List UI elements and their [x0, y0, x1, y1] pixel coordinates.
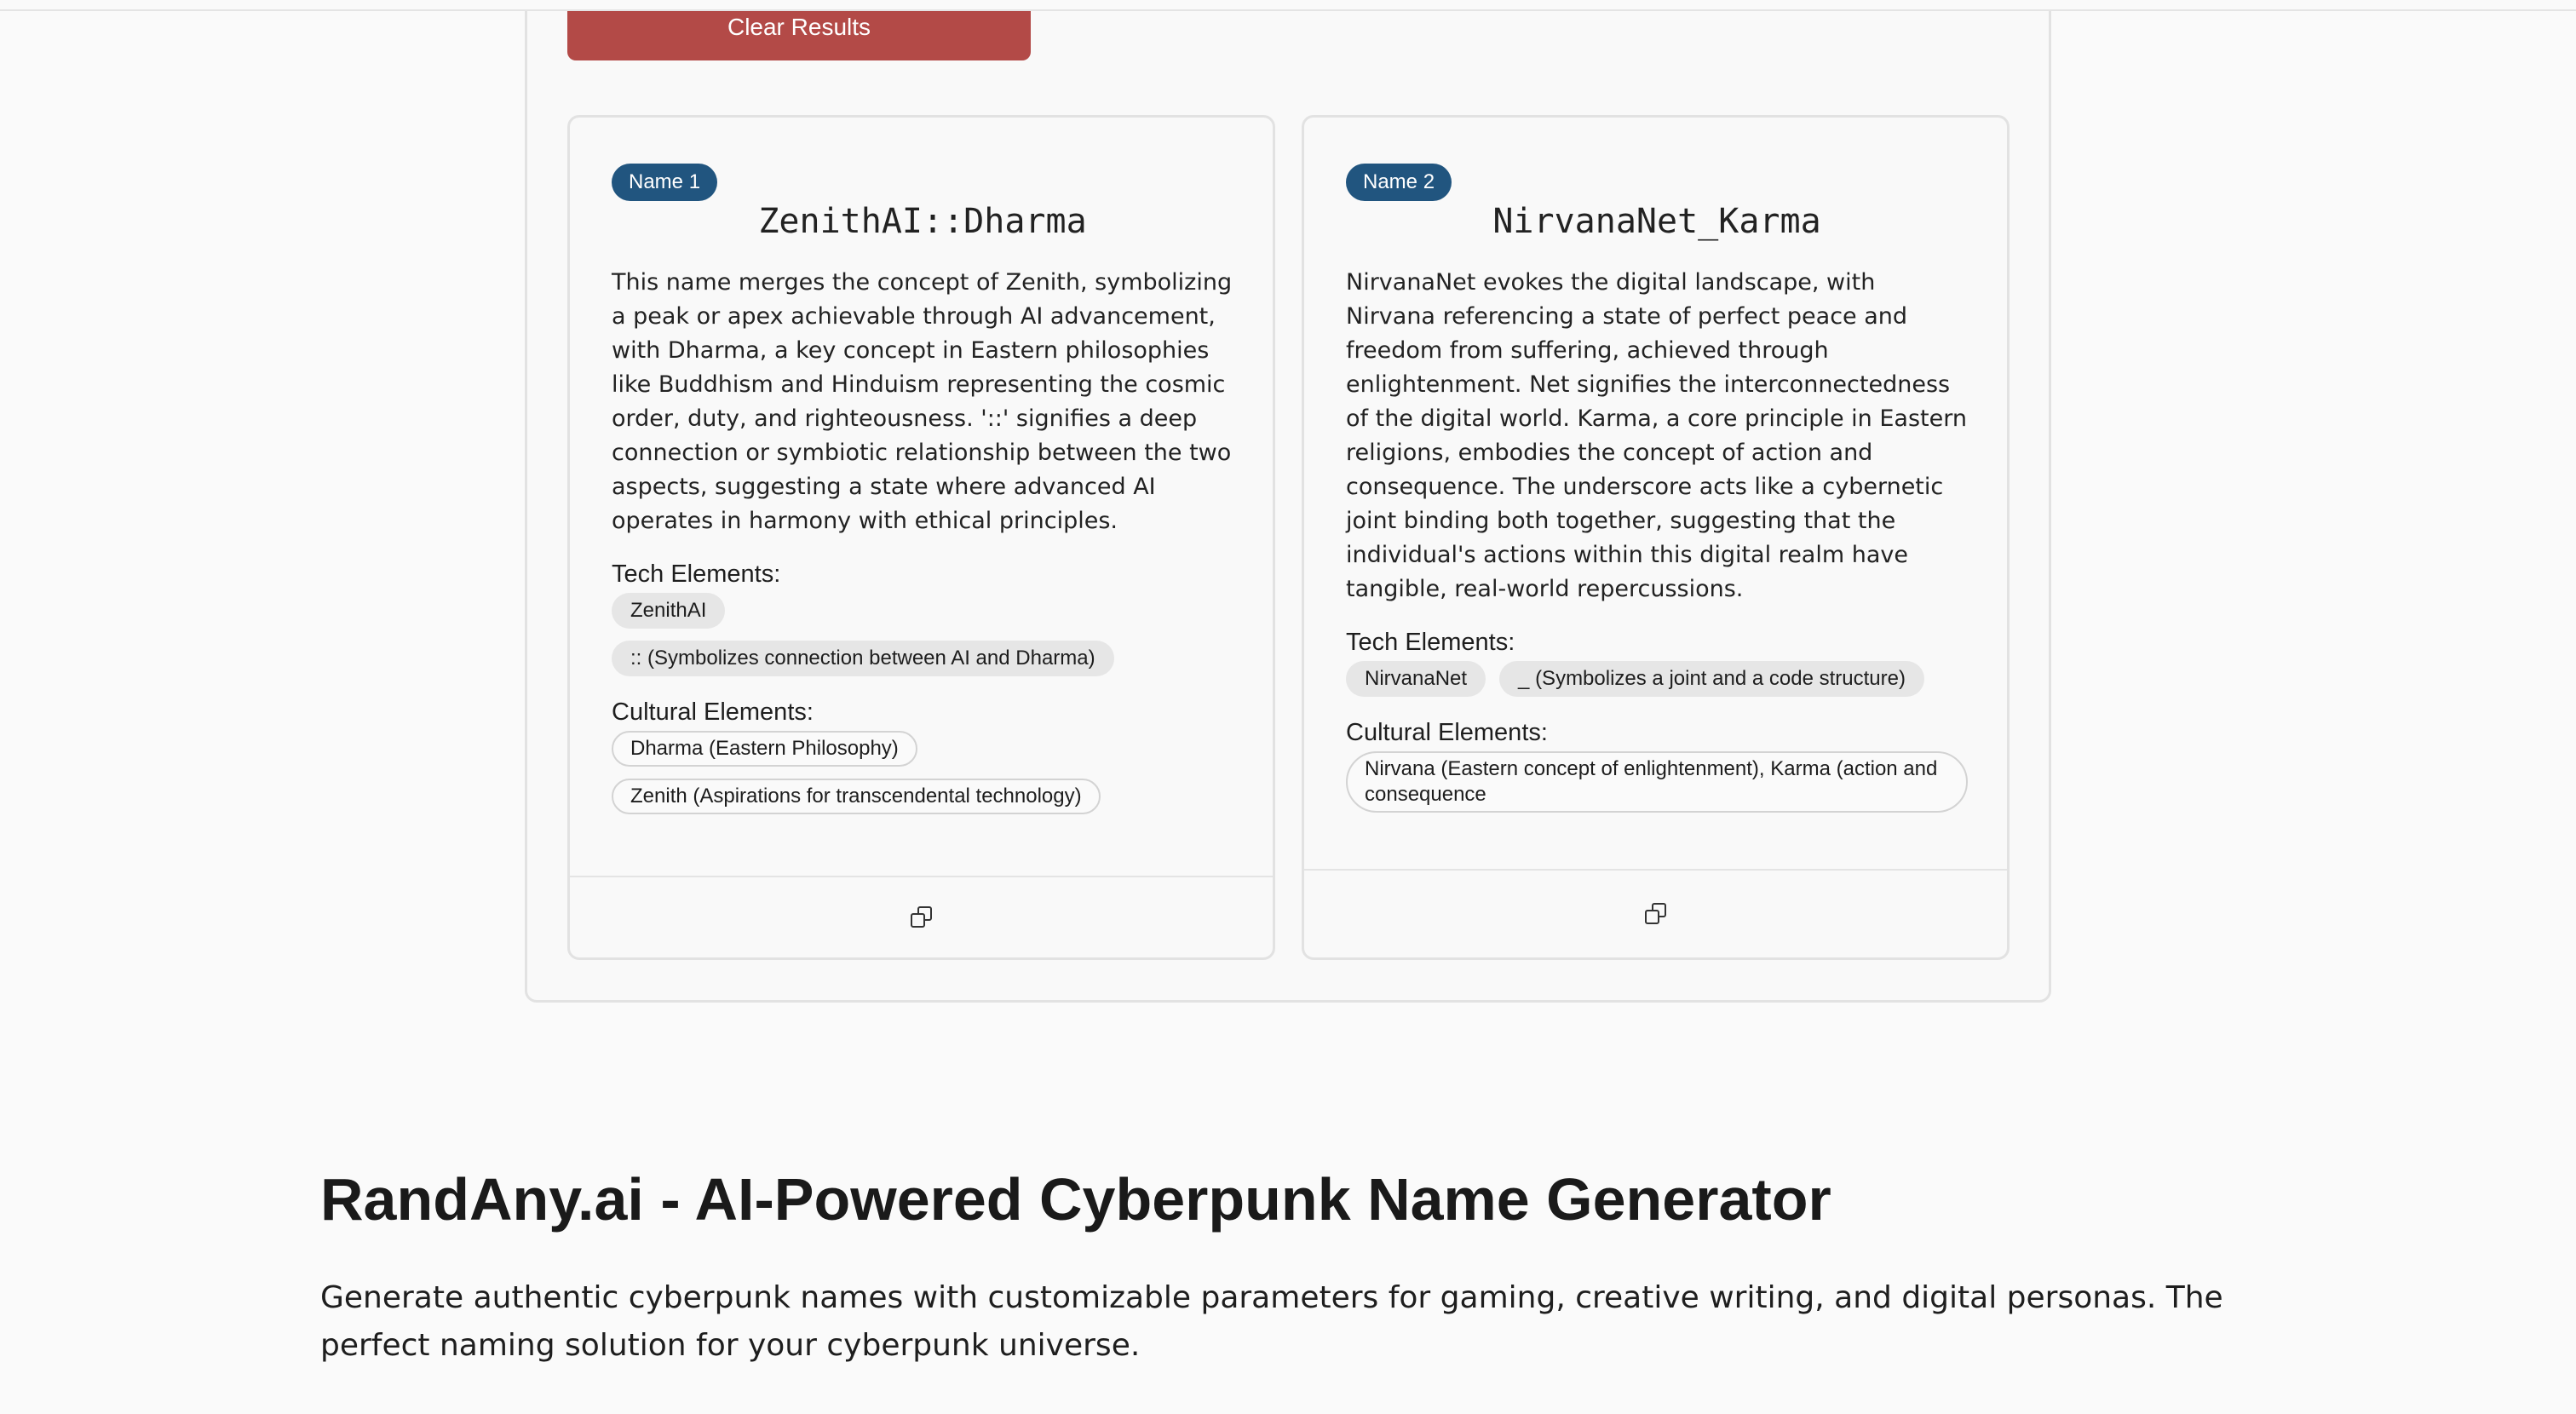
name-card — [1302, 115, 2010, 960]
clear-results-button[interactable]: Clear Results — [567, 7, 1031, 60]
name-description: This name merges the concept of Zenith, symbolizing a peak or apex achievable through AI advancement, with Dharma, a key concept in Eastern philosophies like Buddhism and Hinduism representing the cosmic order, duty, and righteousness. '::' signifies a deep connection or symbiotic relationship between the two aspects, suggesting a state where advanced AI operates in harmony with ethical principles. — [612, 269, 1233, 534]
copy-icon[interactable] — [1645, 903, 1667, 925]
tech-chip: ZenithAI — [612, 593, 725, 629]
tech-chip: _ (Symbolizes a joint and a code structure) — [1499, 661, 1924, 697]
tech-chip: NirvanaNet — [1346, 661, 1486, 697]
cultural-chip: Dharma (Eastern Philosophy) — [612, 731, 917, 767]
cultural-chip: Zenith (Aspirations for transcendental technology) — [612, 779, 1101, 814]
tech-elements-list — [1346, 661, 1968, 697]
copy-icon[interactable] — [911, 906, 933, 928]
about-section — [320, 1157, 2280, 1370]
about-description: Generate authentic cyberpunk names with customizable parameters for gaming, creative writing, and digital personas. The perfect naming solution for your cyberpunk universe. — [320, 1280, 2223, 1363]
card-footer — [1304, 869, 2007, 957]
card-footer — [570, 876, 1273, 957]
name-badge: Name 2 — [1346, 164, 1452, 201]
name-card — [567, 115, 1275, 960]
cultural-elements-list — [612, 731, 1233, 814]
cultural-elements-list — [1346, 751, 1968, 813]
generated-name: NirvanaNet_Karma — [1492, 202, 1821, 241]
about-title: RandAny.ai - AI-Powered Cyberpunk Name Generator — [320, 1166, 1831, 1233]
generated-name: ZenithAI::Dharma — [758, 202, 1087, 241]
tech-elements-heading: Tech Elements: — [1346, 629, 1515, 656]
top-edge — [0, 0, 2576, 11]
tech-elements-heading: Tech Elements: — [612, 560, 781, 588]
tech-elements-list — [612, 593, 1233, 676]
name-badge: Name 1 — [612, 164, 717, 201]
cultural-chip: Nirvana (Eastern concept of enlightenment), Karma (action and consequence — [1346, 751, 1968, 813]
tech-chip: :: (Symbolizes connection between AI and Dharma) — [612, 641, 1114, 676]
name-description: NirvanaNet evokes the digital landscape, with Nirvana referencing a state of perfect peace and freedom from suffering, achieved through enlightenment. Net signifies the interconnectedness of the digital world. Karma, a core principle in Eastern religions, embodies the concept of action and consequence. The underscore acts like a cybernetic joint binding both together, suggesting that the individual's actions within this digital realm have tangible, real-world repercussions. — [1346, 269, 1967, 602]
cultural-elements-heading: Cultural Elements: — [1346, 719, 1548, 746]
cultural-elements-heading: Cultural Elements: — [612, 698, 814, 726]
